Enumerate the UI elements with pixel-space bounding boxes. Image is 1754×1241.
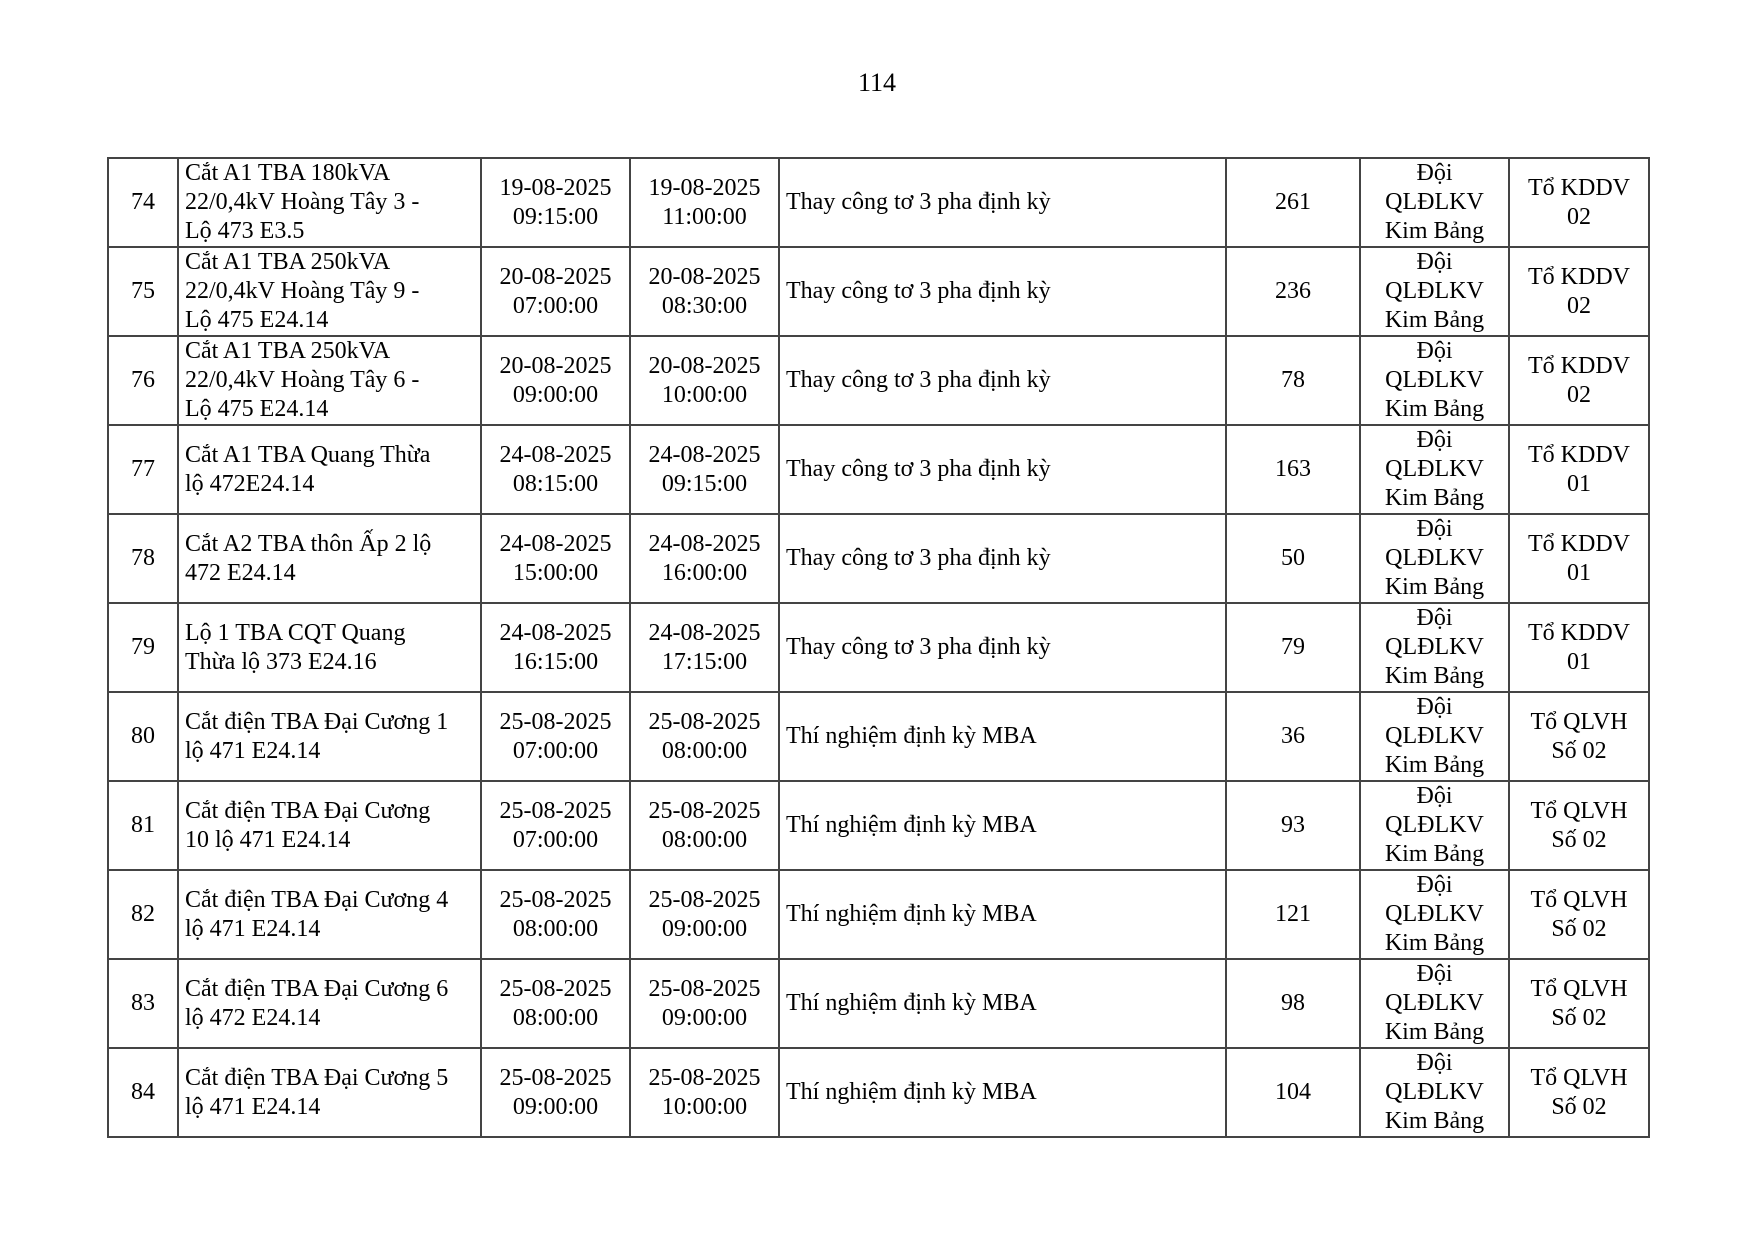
work-content: Thay công tơ 3 pha định kỳ	[786, 278, 1051, 304]
team-cell	[1509, 336, 1649, 425]
customer-count-cell	[1226, 692, 1360, 781]
team-cell	[1509, 1048, 1649, 1137]
responsible-unit-line: Kim Bảng	[1384, 841, 1485, 867]
responsible-unit-line: Kim Bảng	[1384, 1019, 1485, 1045]
responsible-unit-cell	[1360, 158, 1509, 247]
customer-count: 121	[1275, 901, 1311, 927]
responsible-unit-line: Đội	[1416, 1050, 1453, 1076]
responsible-unit-line: QLĐLKV	[1385, 634, 1484, 660]
outage-scope-cell	[178, 336, 481, 425]
page-number: 114	[857, 68, 897, 97]
table-row	[108, 1048, 1649, 1137]
end-time-line: 25-08-2025	[648, 1064, 761, 1091]
start-time-line: 25-08-2025	[499, 886, 612, 913]
responsible-unit-cell	[1360, 603, 1509, 692]
start-time-line: 16:15:00	[512, 648, 599, 675]
customer-count-cell	[1226, 514, 1360, 603]
team-line: Tổ KDDV	[1528, 352, 1630, 379]
outage-scope-line: Cắt điện TBA Đại Cương 6	[185, 975, 449, 1002]
work-content: Thí nghiệm định kỳ MBA	[786, 812, 1037, 838]
end-time-line: 08:30:00	[661, 292, 748, 319]
outage-scope-line: Lộ 1 TBA CQT Quang	[185, 619, 406, 646]
work-content-cell	[779, 425, 1226, 514]
outage-schedule-table	[107, 157, 1650, 1138]
responsible-unit-line: Kim Bảng	[1384, 307, 1485, 333]
responsible-unit-line: Đội	[1416, 338, 1453, 364]
table-row	[108, 692, 1649, 781]
start-time-line: 19-08-2025	[499, 174, 612, 201]
responsible-unit-line: Kim Bảng	[1384, 485, 1485, 511]
responsible-unit-line: QLĐLKV	[1385, 990, 1484, 1016]
work-content-cell	[779, 781, 1226, 870]
end-time-line: 25-08-2025	[648, 975, 761, 1002]
responsible-unit-line: QLĐLKV	[1385, 812, 1484, 838]
responsible-unit-line: QLĐLKV	[1385, 367, 1484, 393]
team-line: Tổ KDDV	[1528, 441, 1630, 468]
start-time-line: 07:00:00	[512, 737, 599, 764]
work-content: Thay công tơ 3 pha định kỳ	[786, 367, 1051, 393]
end-time-line: 19-08-2025	[648, 174, 761, 201]
work-content-cell	[779, 1048, 1226, 1137]
team-line: Tổ KDDV	[1528, 530, 1630, 557]
team-line: Tổ QLVH	[1530, 797, 1628, 824]
team-line: Tổ KDDV	[1528, 174, 1630, 201]
team-line: 01	[1567, 648, 1591, 675]
start-time-line: 08:00:00	[512, 915, 599, 942]
start-time-cell	[481, 959, 630, 1048]
responsible-unit-line: Đội	[1416, 694, 1453, 720]
end-time-line: 10:00:00	[661, 1093, 748, 1120]
outage-scope-line: Cắt điện TBA Đại Cương 1	[185, 708, 449, 735]
end-time-line: 11:00:00	[662, 203, 747, 230]
responsible-unit-line: Đội	[1416, 427, 1453, 453]
table-row	[108, 870, 1649, 959]
responsible-unit-cell	[1360, 247, 1509, 336]
outage-scope-line: Cắt A1 TBA 250kVA	[185, 338, 391, 364]
customer-count-cell	[1226, 1048, 1360, 1137]
end-time-cell	[630, 603, 779, 692]
customer-count: 261	[1275, 189, 1311, 215]
outage-scope-cell	[178, 247, 481, 336]
responsible-unit-line: Kim Bảng	[1384, 930, 1485, 956]
start-time-line: 25-08-2025	[499, 1064, 612, 1091]
end-time-cell	[630, 158, 779, 247]
row-number: 79	[131, 634, 155, 660]
customer-count-cell	[1226, 870, 1360, 959]
responsible-unit-line: Kim Bảng	[1384, 396, 1485, 422]
responsible-unit-line: Đội	[1416, 783, 1453, 809]
end-time-line: 20-08-2025	[648, 352, 761, 379]
responsible-unit-cell	[1360, 959, 1509, 1048]
start-time-line: 24-08-2025	[499, 441, 612, 468]
responsible-unit-line: Kim Bảng	[1384, 218, 1485, 244]
team-line: Tổ KDDV	[1528, 619, 1630, 646]
end-time-line: 24-08-2025	[648, 441, 761, 468]
responsible-unit-cell	[1360, 781, 1509, 870]
responsible-unit-line: QLĐLKV	[1385, 901, 1484, 927]
table-row	[108, 959, 1649, 1048]
outage-scope-line: lộ 472 E24.14	[185, 1004, 321, 1031]
row-number: 77	[131, 456, 155, 482]
team-cell	[1509, 514, 1649, 603]
start-time-cell	[481, 1048, 630, 1137]
row-number: 75	[131, 278, 155, 304]
start-time-line: 07:00:00	[512, 826, 599, 853]
row-number: 82	[131, 901, 155, 927]
responsible-unit-cell	[1360, 336, 1509, 425]
responsible-unit-line: Kim Bảng	[1384, 574, 1485, 600]
start-time-line: 24-08-2025	[499, 530, 612, 557]
start-time-line: 09:00:00	[512, 1093, 599, 1120]
customer-count-cell	[1226, 959, 1360, 1048]
end-time-line: 24-08-2025	[648, 619, 761, 646]
responsible-unit-cell	[1360, 425, 1509, 514]
end-time-cell	[630, 959, 779, 1048]
customer-count-cell	[1226, 158, 1360, 247]
start-time-line: 25-08-2025	[499, 975, 612, 1002]
end-time-line: 25-08-2025	[648, 886, 761, 913]
row-number-cell	[108, 514, 178, 603]
start-time-line: 20-08-2025	[499, 263, 612, 290]
table-row	[108, 425, 1649, 514]
end-time-line: 24-08-2025	[648, 530, 761, 557]
table-row	[108, 247, 1649, 336]
team-cell	[1509, 959, 1649, 1048]
outage-scope-line: 10 lộ 471 E24.14	[185, 826, 351, 853]
end-time-line: 09:15:00	[661, 470, 748, 497]
row-number: 84	[131, 1079, 155, 1105]
start-time-line: 20-08-2025	[499, 352, 612, 379]
responsible-unit-line: Kim Bảng	[1384, 752, 1485, 778]
responsible-unit-cell	[1360, 1048, 1509, 1137]
work-content-cell	[779, 692, 1226, 781]
customer-count: 236	[1275, 278, 1311, 304]
team-line: 02	[1567, 203, 1591, 230]
end-time-cell	[630, 425, 779, 514]
team-line: Tổ QLVH	[1530, 886, 1628, 913]
end-time-cell	[630, 870, 779, 959]
end-time-line: 25-08-2025	[648, 708, 761, 735]
outage-scope-line: lộ 472E24.14	[185, 470, 315, 497]
team-line: 02	[1567, 381, 1591, 408]
work-content-cell	[779, 514, 1226, 603]
work-content: Thay công tơ 3 pha định kỳ	[786, 189, 1051, 215]
outage-scope-cell	[178, 158, 481, 247]
work-content: Thí nghiệm định kỳ MBA	[786, 990, 1037, 1016]
team-cell	[1509, 158, 1649, 247]
responsible-unit-line: Đội	[1416, 961, 1453, 987]
outage-scope-cell	[178, 781, 481, 870]
team-line: 02	[1567, 292, 1591, 319]
outage-scope-line: 22/0,4kV Hoàng Tây 6 -	[185, 367, 420, 393]
customer-count-cell	[1226, 336, 1360, 425]
work-content: Thay công tơ 3 pha định kỳ	[786, 456, 1051, 482]
responsible-unit-line: QLĐLKV	[1385, 456, 1484, 482]
start-time-line: 25-08-2025	[499, 797, 612, 824]
row-number-cell	[108, 959, 178, 1048]
outage-scope-line: lộ 471 E24.14	[185, 1093, 321, 1120]
responsible-unit-line: Kim Bảng	[1384, 1108, 1485, 1134]
start-time-cell	[481, 425, 630, 514]
start-time-cell	[481, 870, 630, 959]
customer-count-cell	[1226, 603, 1360, 692]
responsible-unit-cell	[1360, 692, 1509, 781]
outage-scope-line: 22/0,4kV Hoàng Tây 9 -	[185, 278, 420, 304]
start-time-line: 09:15:00	[512, 203, 599, 230]
outage-scope-line: Lộ 475 E24.14	[185, 396, 329, 422]
table-row	[108, 603, 1649, 692]
row-number: 81	[131, 812, 155, 838]
row-number-cell	[108, 247, 178, 336]
end-time-line: 17:15:00	[661, 648, 748, 675]
row-number-cell	[108, 781, 178, 870]
start-time-line: 09:00:00	[512, 381, 599, 408]
outage-scope-line: Lộ 473 E3.5	[185, 218, 305, 244]
responsible-unit-line: QLĐLKV	[1385, 545, 1484, 571]
outage-scope-line: Cắt điện TBA Đại Cương	[185, 797, 431, 824]
work-content-cell	[779, 603, 1226, 692]
table-row	[108, 781, 1649, 870]
team-line: Tổ QLVH	[1530, 975, 1628, 1002]
work-content-cell	[779, 959, 1226, 1048]
row-number: 78	[131, 545, 155, 571]
start-time-line: 15:00:00	[512, 559, 599, 586]
team-line: Số 02	[1551, 737, 1607, 764]
table-row	[108, 514, 1649, 603]
outage-scope-cell	[178, 692, 481, 781]
start-time-cell	[481, 158, 630, 247]
responsible-unit-line: QLĐLKV	[1385, 1079, 1484, 1105]
end-time-line: 09:00:00	[661, 915, 748, 942]
team-line: Số 02	[1551, 1093, 1607, 1120]
row-number: 76	[131, 367, 155, 393]
end-time-line: 09:00:00	[661, 1004, 748, 1031]
responsible-unit-line: Đội	[1416, 872, 1453, 898]
outage-scope-cell	[178, 425, 481, 514]
start-time-cell	[481, 514, 630, 603]
start-time-line: 08:15:00	[512, 470, 599, 497]
customer-count: 79	[1281, 634, 1305, 660]
row-number-cell	[108, 603, 178, 692]
outage-scope-line: Cắt A1 TBA 180kVA	[185, 160, 391, 186]
responsible-unit-line: QLĐLKV	[1385, 189, 1484, 215]
responsible-unit-line: QLĐLKV	[1385, 723, 1484, 749]
end-time-line: 08:00:00	[661, 737, 748, 764]
end-time-line: 20-08-2025	[648, 263, 761, 290]
customer-count-cell	[1226, 247, 1360, 336]
table-row	[108, 336, 1649, 425]
end-time-cell	[630, 514, 779, 603]
end-time-line: 16:00:00	[661, 559, 748, 586]
start-time-cell	[481, 247, 630, 336]
end-time-cell	[630, 247, 779, 336]
work-content-cell	[779, 336, 1226, 425]
work-content: Thí nghiệm định kỳ MBA	[786, 901, 1037, 927]
responsible-unit-line: Kim Bảng	[1384, 663, 1485, 689]
outage-scope-cell	[178, 603, 481, 692]
outage-scope-line: lộ 471 E24.14	[185, 737, 321, 764]
customer-count-cell	[1226, 425, 1360, 514]
team-line: Tổ QLVH	[1530, 708, 1628, 735]
outage-scope-line: Cắt điện TBA Đại Cương 5	[185, 1064, 449, 1091]
customer-count: 36	[1281, 723, 1305, 749]
start-time-line: 08:00:00	[512, 1004, 599, 1031]
row-number-cell	[108, 1048, 178, 1137]
outage-scope-line: Cắt A1 TBA Quang Thừa	[185, 441, 431, 468]
responsible-unit-line: Đội	[1416, 249, 1453, 275]
row-number-cell	[108, 692, 178, 781]
row-number: 83	[131, 990, 155, 1016]
team-cell	[1509, 692, 1649, 781]
responsible-unit-cell	[1360, 870, 1509, 959]
work-content: Thay công tơ 3 pha định kỳ	[786, 634, 1051, 660]
outage-scope-cell	[178, 959, 481, 1048]
team-cell	[1509, 781, 1649, 870]
outage-scope-line: Lộ 475 E24.14	[185, 307, 329, 333]
outage-scope-line: lộ 471 E24.14	[185, 915, 321, 942]
outage-scope-line: Cắt A1 TBA 250kVA	[185, 249, 391, 275]
table-body	[108, 158, 1649, 1137]
start-time-cell	[481, 692, 630, 781]
row-number-cell	[108, 425, 178, 514]
start-time-cell	[481, 603, 630, 692]
outage-scope-line: Thừa lộ 373 E24.16	[185, 648, 377, 675]
team-line: Tổ QLVH	[1530, 1064, 1628, 1091]
row-number: 74	[131, 189, 155, 215]
end-time-line: 08:00:00	[661, 826, 748, 853]
table-row	[108, 158, 1649, 247]
work-content: Thí nghiệm định kỳ MBA	[786, 723, 1037, 749]
responsible-unit-line: Đội	[1416, 516, 1453, 542]
end-time-cell	[630, 692, 779, 781]
work-content-cell	[779, 247, 1226, 336]
end-time-cell	[630, 1048, 779, 1137]
start-time-line: 07:00:00	[512, 292, 599, 319]
responsible-unit-line: Đội	[1416, 160, 1453, 186]
responsible-unit-line: QLĐLKV	[1385, 278, 1484, 304]
team-cell	[1509, 425, 1649, 514]
customer-count: 163	[1275, 456, 1311, 482]
team-line: 01	[1567, 470, 1591, 497]
team-line: Số 02	[1551, 915, 1607, 942]
team-cell	[1509, 603, 1649, 692]
row-number-cell	[108, 870, 178, 959]
customer-count: 104	[1275, 1079, 1311, 1105]
customer-count: 98	[1281, 990, 1305, 1016]
row-number-cell	[108, 336, 178, 425]
outage-scope-line: Cắt điện TBA Đại Cương 4	[185, 886, 449, 913]
outage-scope-line: Cắt A2 TBA thôn Ấp 2 lộ	[185, 530, 432, 557]
outage-scope-cell	[178, 514, 481, 603]
end-time-cell	[630, 781, 779, 870]
start-time-cell	[481, 781, 630, 870]
customer-count: 50	[1281, 545, 1305, 571]
team-cell	[1509, 247, 1649, 336]
row-number-cell	[108, 158, 178, 247]
team-line: Số 02	[1551, 826, 1607, 853]
outage-scope-cell	[178, 870, 481, 959]
start-time-line: 24-08-2025	[499, 619, 612, 646]
customer-count: 93	[1281, 812, 1305, 838]
outage-scope-cell	[178, 1048, 481, 1137]
work-content-cell	[779, 158, 1226, 247]
work-content: Thay công tơ 3 pha định kỳ	[786, 545, 1051, 571]
customer-count: 78	[1281, 367, 1305, 393]
responsible-unit-line: Đội	[1416, 605, 1453, 631]
start-time-line: 25-08-2025	[499, 708, 612, 735]
start-time-cell	[481, 336, 630, 425]
responsible-unit-cell	[1360, 514, 1509, 603]
customer-count-cell	[1226, 781, 1360, 870]
work-content: Thí nghiệm định kỳ MBA	[786, 1079, 1037, 1105]
end-time-line: 10:00:00	[661, 381, 748, 408]
team-cell	[1509, 870, 1649, 959]
outage-scope-line: 472 E24.14	[185, 559, 296, 586]
row-number: 80	[131, 723, 155, 749]
end-time-line: 25-08-2025	[648, 797, 761, 824]
end-time-cell	[630, 336, 779, 425]
outage-scope-line: 22/0,4kV Hoàng Tây 3 -	[185, 189, 420, 215]
team-line: Số 02	[1551, 1004, 1607, 1031]
team-line: Tổ KDDV	[1528, 263, 1630, 290]
work-content-cell	[779, 870, 1226, 959]
team-line: 01	[1567, 559, 1591, 586]
